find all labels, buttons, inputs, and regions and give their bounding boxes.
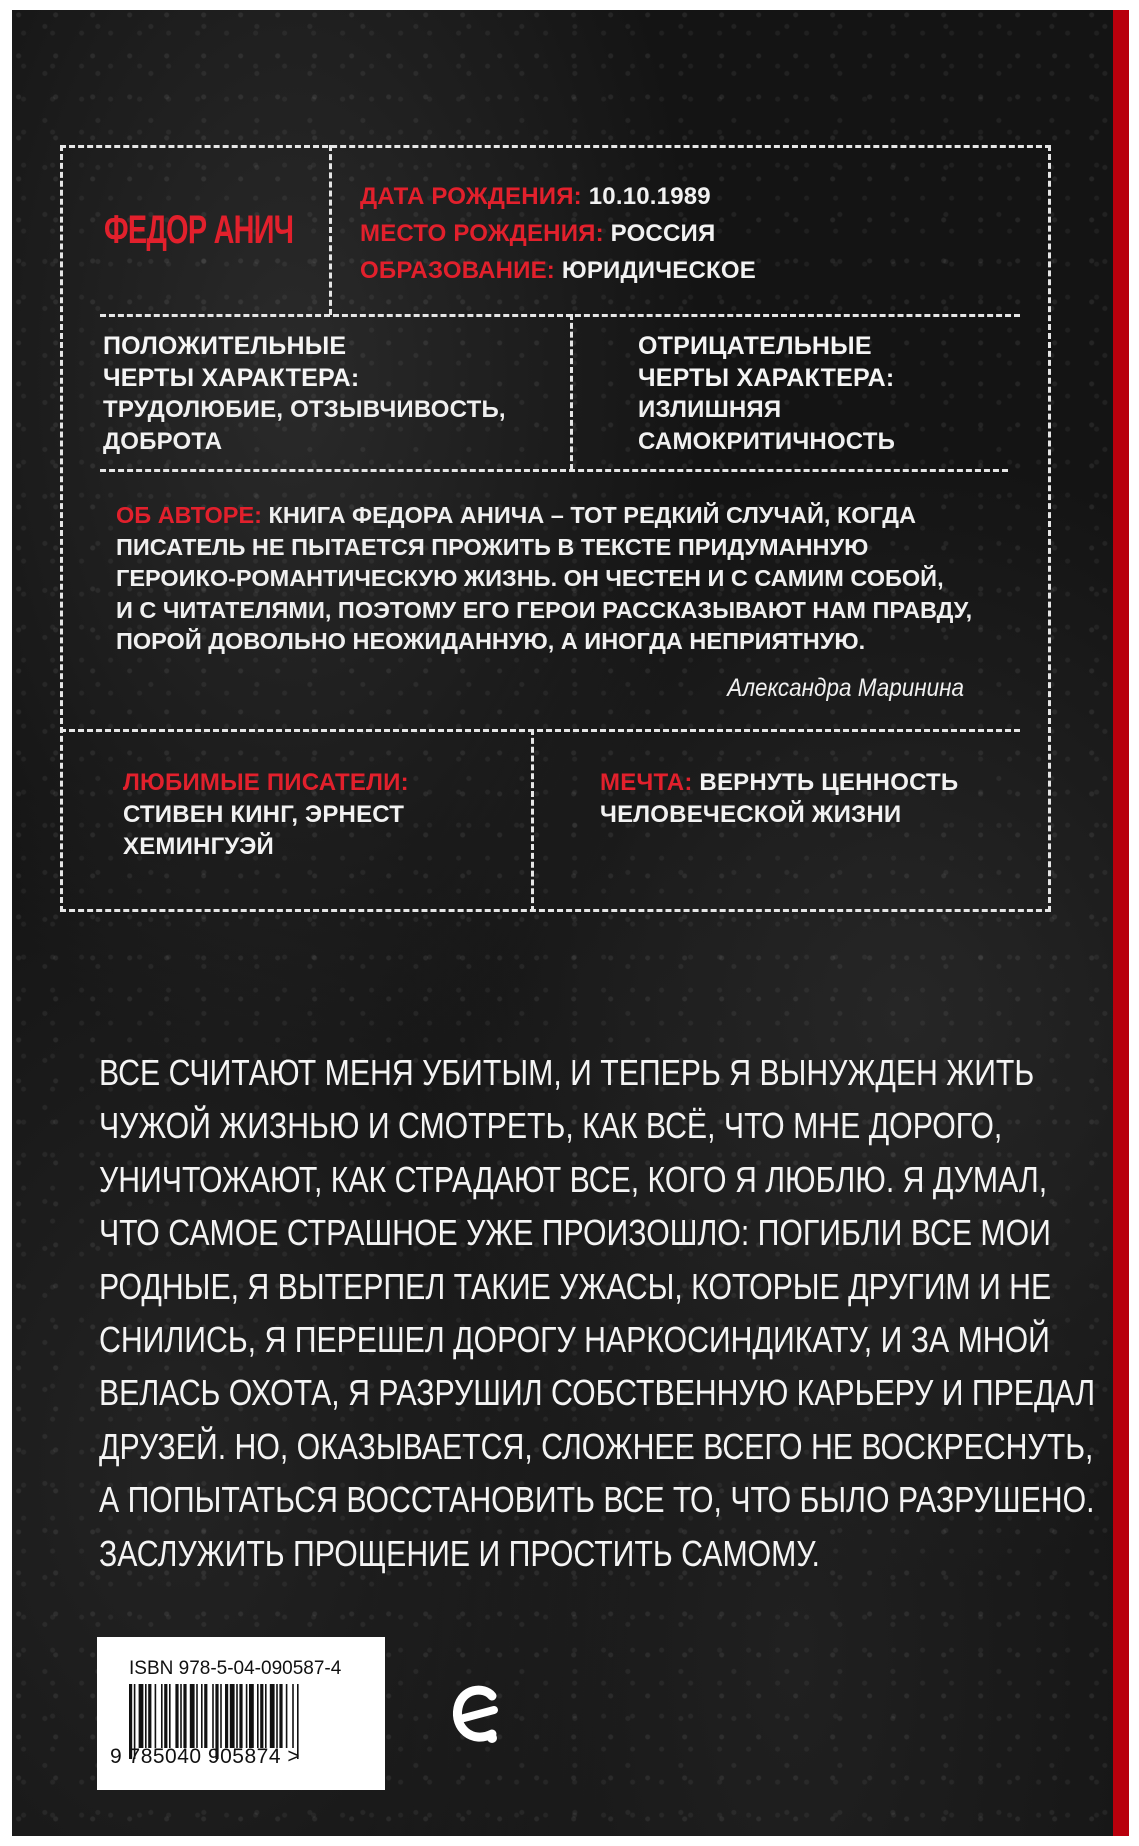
negative-traits-body-1: ИЗЛИШНЯЯ	[638, 396, 782, 423]
about-line-1	[116, 500, 976, 532]
positive-traits-heading-2: ЧЕРТЫ ХАРАКТЕРА:	[103, 364, 360, 392]
favorites-divider	[531, 729, 534, 912]
bio-label: МЕСТО РОЖДЕНИЯ:	[360, 220, 604, 247]
dream	[600, 767, 1020, 831]
spine-edge	[1113, 10, 1129, 1836]
isbn-number: ISBN 978-5-04-090587-4	[129, 1658, 342, 1679]
barcode-bar	[204, 1684, 207, 1748]
barcode-digits: 9 785040 905874 >	[110, 1745, 301, 1768]
favorite-writers-label: ЛЮБИМЫЕ ПИСАТЕЛИ:	[123, 769, 409, 796]
about-line-2: ПИСАТЕЛЬ НЕ ПЫТАЕТСЯ ПРОЖИТЬ В ТЕКСТЕ ПРИДУМАННУЮ	[116, 533, 869, 560]
barcode-bar	[201, 1684, 203, 1748]
dream-line-1: ВЕРНУТЬ ЦЕННОСТЬ	[692, 769, 959, 796]
positive-traits-body-2: ДОБРОТА	[103, 428, 223, 455]
about-text: КНИГА ФЕДОРА АНИЧА – ТОТ РЕДКИЙ СЛУЧАЙ, КОГДА	[261, 502, 917, 528]
barcode-panel	[97, 1637, 385, 1790]
about-bottom-divider	[60, 729, 1020, 732]
about-author	[116, 500, 976, 658]
bio-bottom-divider	[100, 314, 1020, 317]
favorite-writers-line-2: ХЕМИНГУЭЙ	[123, 833, 274, 860]
barcode-bar	[155, 1684, 157, 1748]
quote-signature: Александра Маринина	[727, 674, 964, 702]
negative-traits	[638, 330, 1018, 458]
barcode-bar	[246, 1684, 248, 1748]
author-name: ФЕДОР АНИЧ	[104, 208, 294, 252]
bio-birth-place	[360, 215, 715, 252]
about-line-5: ПОРОЙ ДОВОЛЬНО НЕОЖИДАННУЮ, А ИНОГДА НЕПРИЯТНУЮ.	[116, 628, 866, 654]
barcode-bar	[257, 1684, 259, 1748]
bio-label: ОБРАЗОВАНИЕ:	[360, 257, 555, 284]
barcode-bar	[145, 1684, 147, 1748]
blurb-line: ВЕЛАСЬ ОХОТА, Я РАЗРУШИЛ СОБСТВЕННУЮ КАРЬЕРУ И ПРЕДАЛ	[99, 1372, 1096, 1414]
barcode-bar	[292, 1684, 294, 1748]
blurb-line: ЧУЖОЙ ЖИЗНЬЮ И СМОТРЕТЬ, КАК ВСЁ, ЧТО МНЕ ДОРОГО,	[99, 1105, 1003, 1147]
frame-right-border	[1048, 145, 1051, 912]
barcode-bar	[260, 1684, 263, 1748]
barcode-bar	[169, 1684, 171, 1748]
barcode-bar	[286, 1684, 288, 1748]
about-line-3: ГЕРОИКО-РОМАНТИЧЕСКУЮ ЖИЗНЬ. ОН ЧЕСТЕН И С САМИМ СОБОЙ,	[116, 565, 944, 591]
about-label: ОБ АВТОРЕ:	[116, 502, 262, 528]
bio-value: РОССИЯ	[610, 220, 716, 247]
barcode-bar	[279, 1684, 282, 1748]
barcode-bar	[276, 1684, 278, 1748]
blurb-line: СНИЛИСЬ, Я ПЕРЕШЕЛ ДОРОГУ НАРКОСИНДИКАТУ, И ЗА МНОЙ	[99, 1318, 1050, 1360]
frame-bottom-border	[60, 909, 1051, 912]
book-blurb	[99, 1046, 1096, 1580]
frame-top-border	[60, 145, 1051, 148]
bio-value: 10.10.1989	[588, 183, 711, 210]
barcode-bar	[190, 1684, 195, 1748]
blurb-line: ВСЕ СЧИТАЮТ МЕНЯ УБИТЫМ, И ТЕПЕРЬ Я ВЫНУЖДЕН ЖИТЬ	[99, 1052, 1035, 1093]
about-line-4: И С ЧИТАТЕЛЯМИ, ПОЭТОМУ ЕГО ГЕРОИ РАССКАЗЫВАЮТ НАМ ПРАВДУ,	[116, 596, 973, 623]
positive-traits	[103, 330, 543, 458]
publisher-logo-icon	[448, 1682, 508, 1752]
barcode-bar	[239, 1684, 242, 1748]
name-divider	[329, 145, 332, 315]
barcode-bar	[212, 1684, 214, 1748]
blurb-line: А ПОПЫТАТЬСЯ ВОССТАНОВИТЬ ВСЕ ТО, ЧТО БЫЛО РАЗРУШЕНО.	[99, 1479, 1095, 1521]
favorite-writers	[123, 767, 523, 863]
traits-bottom-divider	[100, 469, 1008, 472]
barcode-bar	[139, 1684, 144, 1748]
barcode-bar	[225, 1684, 228, 1748]
barcode-bar	[183, 1684, 186, 1748]
barcode-bar	[175, 1684, 178, 1748]
negative-traits-heading-2: ЧЕРТЫ ХАРАКТЕРА:	[638, 364, 895, 392]
barcode-bar	[270, 1684, 275, 1748]
barcode-bar	[249, 1684, 254, 1748]
barcode-bar	[236, 1684, 238, 1748]
barcode-bar	[164, 1684, 167, 1748]
bio-label: ДАТА РОЖДЕНИЯ:	[360, 183, 582, 210]
barcode-bar	[161, 1684, 163, 1748]
barcode-bar	[220, 1684, 222, 1748]
blurb-line: РОДНЫЕ, Я ВЫТЕРПЕЛ ТАКИЕ УЖАСЫ, КОТОРЫЕ ДРУГИМ И НЕ	[99, 1265, 1052, 1307]
barcode-bar	[230, 1684, 235, 1748]
favorite-writers-line-1: СТИВЕН КИНГ, ЭРНЕСТ	[123, 801, 405, 828]
frame-left-border	[60, 145, 63, 912]
positive-traits-body-1: ТРУДОЛЮБИЕ, ОТЗЫВЧИВОСТЬ,	[103, 396, 506, 423]
traits-divider	[570, 314, 573, 470]
positive-traits-heading-1: ПОЛОЖИТЕЛЬНЫЕ	[103, 332, 347, 360]
bio-value: ЮРИДИЧЕСКОЕ	[561, 257, 756, 284]
blurb-line: ДРУЗЕЙ. НО, ОКАЗЫВАЕТСЯ, СЛОЖНЕЕ ВСЕГО НЕ ВОСКРЕСНУТЬ,	[99, 1425, 1094, 1467]
dream-label: МЕЧТА:	[600, 769, 693, 796]
negative-traits-body-2: САМОКРИТИЧНОСТЬ	[638, 428, 896, 455]
barcode-bar	[148, 1684, 151, 1748]
bio-education	[360, 252, 756, 289]
dream-line-2: ЧЕЛОВЕЧЕСКОЙ ЖИЗНИ	[600, 801, 902, 828]
blurb-line: УНИЧТОЖАЮТ, КАК СТРАДАЮТ ВСЕ, КОГО Я ЛЮБЛЮ. Я ДУМАЛ,	[99, 1158, 1048, 1200]
negative-traits-heading-1: ОТРИЦАТЕЛЬНЫЕ	[638, 332, 872, 360]
bio-birth-date	[360, 178, 711, 215]
barcode-bar	[265, 1684, 267, 1748]
blurb-line: ЗАСЛУЖИТЬ ПРОЩЕНИЕ И ПРОСТИТЬ САМОМУ.	[99, 1532, 820, 1574]
barcode-bar	[180, 1684, 182, 1748]
blurb-line: ЧТО САМОЕ СТРАШНОЕ УЖЕ ПРОИЗОШЛО: ПОГИБЛИ ВСЕ МОИ	[99, 1212, 1051, 1254]
barcode-bar	[196, 1684, 198, 1748]
